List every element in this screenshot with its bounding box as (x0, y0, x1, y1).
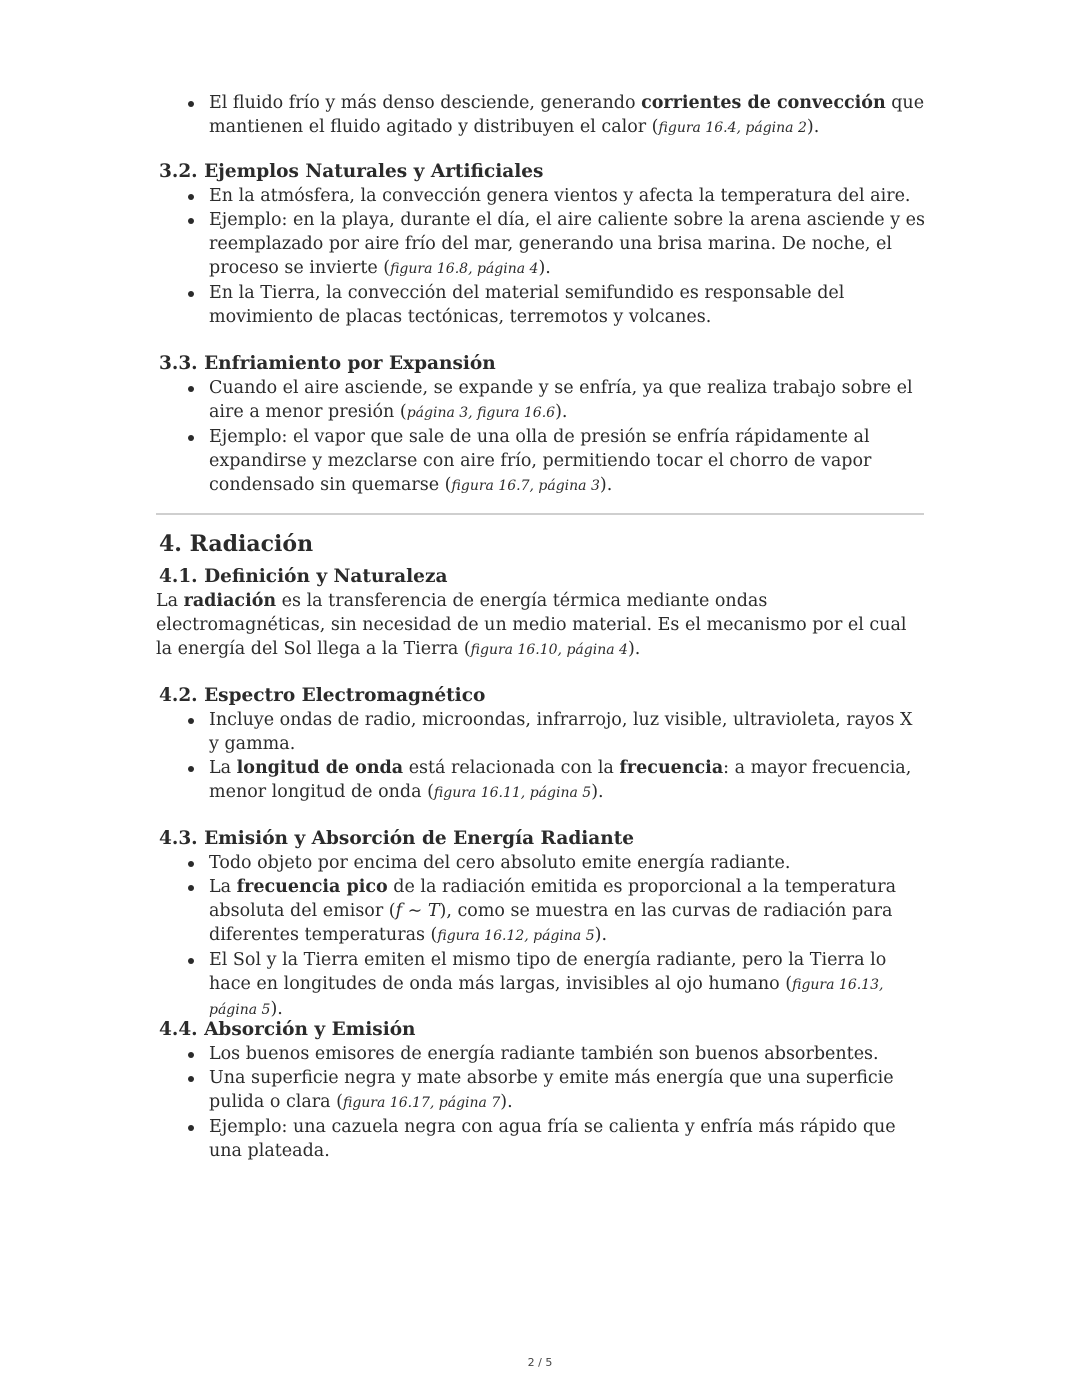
list-item: Ejemplo: en la playa, durante el día, el aire caliente sobre la arena asciende y es reemplazado por aire frío del mar, generando una brisa marina. De noche, el proceso se invierte (figura 16.8, página 4). (156, 208, 926, 281)
bullet-list (156, 91, 926, 140)
list-item: Ejemplo: una cazuela negra con agua fría se calienta y enfría más rápido que una plateada. (156, 1115, 926, 1163)
bullet-list (156, 851, 926, 1022)
section-4-2 (156, 684, 926, 805)
math-expression: f ∼ T (395, 901, 440, 921)
figure-reference: figura 16.13, página 5 (209, 977, 884, 1018)
paragraph: La radiación es la transferencia de energía térmica mediante ondas electromagnéticas, sin necesidad de un medio material. Es el mecanismo por el cual la energía del Sol llega a la Tierra (figura 16.10, página 4). (156, 591, 907, 659)
list-item: En la Tierra, la convección del material semifundido es responsable del movimiento de placas tectónicas, terremotos y volcanes. (156, 281, 926, 329)
page-number: 2 / 5 (527, 1356, 553, 1369)
figure-reference: página 3, figura 16.6 (406, 405, 556, 421)
figure-reference: figura 16.8, página 4 (390, 261, 539, 277)
section-4-4 (156, 1018, 926, 1163)
list-item: Incluye ondas de radio, microondas, infrarrojo, luz visible, ultravioleta, rayos X y gamma. (156, 708, 926, 756)
figure-reference: figura 16.7, página 3 (451, 478, 600, 494)
chapter-heading: 4. Radiación (159, 531, 314, 557)
section-4-1 (156, 565, 926, 662)
list-item: Los buenos emisores de energía radiante también son buenos absorbentes. (156, 1042, 926, 1066)
figure-reference: figura 16.10, página 4 (470, 642, 628, 658)
bullet-list (156, 184, 926, 329)
section-4 (156, 530, 926, 558)
list-item: En la atmósfera, la convección genera vientos y afecta la temperatura del aire. (156, 184, 926, 208)
list-item: Una superficie negra y mate absorbe y emite más energía que una superficie pulida o clara (figura 16.17, página 7). (156, 1066, 926, 1115)
section-heading: 4.2. Espectro Electromagnético (159, 685, 486, 706)
list-item: El Sol y la Tierra emiten el mismo tipo de energía radiante, pero la Tierra lo hace en longitudes de onda más largas, invisibles al ojo humano (figura 16.13, página 5). (156, 948, 926, 1022)
section-3-3 (156, 352, 926, 498)
list-item: El fluido frío y más denso desciende, generando corrientes de convección que mantienen el fluido agitado y distribuyen el calor (figura 16.4, página 2). (156, 91, 926, 140)
list-item: La frecuencia pico de la radiación emitida es proporcional a la temperatura absoluta del emisor (f ∼ T), como se muestra en las curvas de radiación para diferentes temperaturas (figura 16.12, página 5). (156, 875, 926, 948)
figure-reference: figura 16.4, página 2 (658, 120, 807, 136)
figure-reference: figura 16.17, página 7 (342, 1095, 501, 1111)
section-heading: 3.3. Enfriamiento por Expansión (159, 353, 496, 374)
section-heading: 4.1. Definición y Naturaleza (159, 566, 448, 587)
list-item: Ejemplo: el vapor que sale de una olla de presión se enfría rápidamente al expandirse y mezclarse con aire frío, permitiendo tocar el chorro de vapor condensado sin quemarse (figura 16.7, página 3). (156, 425, 926, 498)
section-4-3 (156, 827, 926, 1022)
section-3-1-continued (156, 91, 926, 140)
bullet-list (156, 708, 926, 805)
bullet-list (156, 1042, 926, 1163)
list-item: Todo objeto por encima del cero absoluto emite energía radiante. (156, 851, 926, 875)
list-item: La longitud de onda está relacionada con la frecuencia: a mayor frecuencia, menor longitud de onda (figura 16.11, página 5). (156, 756, 926, 805)
list-item: Cuando el aire asciende, se expande y se enfría, ya que realiza trabajo sobre el aire a menor presión (página 3, figura 16.6). (156, 376, 926, 425)
figure-reference: figura 16.11, página 5 (433, 785, 592, 801)
section-3-2 (156, 160, 926, 329)
figure-reference: figura 16.12, página 5 (437, 928, 595, 944)
section-heading: 4.3. Emisión y Absorción de Energía Radiante (159, 828, 635, 849)
bullet-list (156, 376, 926, 498)
section-heading: 3.2. Ejemplos Naturales y Artificiales (159, 161, 544, 182)
section-divider (156, 513, 924, 515)
section-heading: 4.4. Absorción y Emisión (159, 1019, 416, 1040)
